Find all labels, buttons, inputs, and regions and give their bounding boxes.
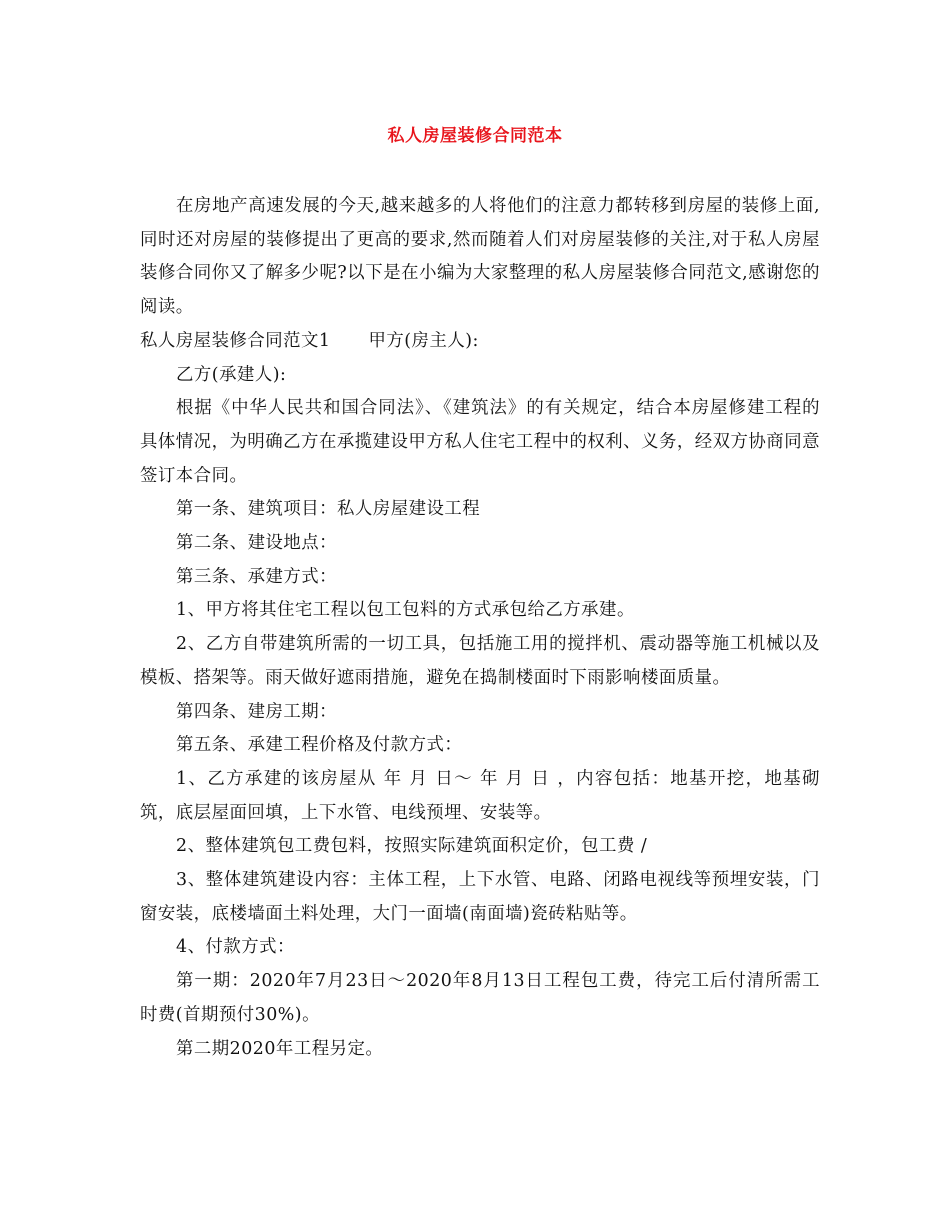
payment-phase-1: 第一期：2020年7月23日～2020年8月13日工程包工费，待完工后付清所需工时费(首期预付30%)。 [140,971,820,1025]
article-2: 第二条、建设地点： [176,533,338,554]
article-5-item-2: 2、整体建筑包工费包料，按照实际建筑面积定价，包工费 / [176,836,648,857]
sample-heading-line [140,325,820,359]
article-5-item-1: 1、乙方承建的该房屋从 年 月 日～ 年 月 日 ，内容包括：地基开挖，地基砌筑，底层屋面回填，上下水管、电线预埋、安装等。 [140,768,820,823]
preamble-paragraph: 根据《中华人民共和国合同法》、《建筑法》的有关规定，结合本房屋修建工程的具体情况，为明确乙方在承揽建设甲方私人住宅工程中的权利、义务，经双方协商同意签订本合同。 [140,398,820,486]
document-title: 私人房屋装修合同范本 [387,126,563,146]
intro-paragraph: 在房地产高速发展的今天,越来越多的人将他们的注意力都转移到房屋的装修上面,同时还对房屋的装修提出了更高的要求,然而随着人们对房屋装修的关注,对于私人房屋装修合同你又了解多少呢?以下是在小编为大家整理的私人房屋装修合同范文,感谢您的阅读。 [140,196,820,318]
article-5: 第五条、承建工程价格及付款方式： [176,735,463,756]
article-3: 第三条、承建方式： [176,566,338,587]
article-5-item-4: 4、付款方式： [176,937,295,958]
article-3-item-2: 2、乙方自带建筑所需的一切工具，包括施工用的搅拌机、震动器等施工机械以及模板、搭架等。雨天做好遮雨措施，避免在捣制楼面时下雨影响楼面质量。 [140,634,820,688]
sample-heading: 私人房屋装修合同范文1 [140,330,331,351]
article-1: 第一条、建筑项目：私人房屋建设工程 [176,499,481,520]
party-a-label: 甲方(房主人): [368,330,479,351]
payment-phase-2: 第二期2020年工程另定。 [176,1038,384,1059]
article-5-item-3: 3、整体建筑建设内容：主体工程，上下水管、电路、闭路电视线等预埋安装，门窗安装，底楼墙面土料处理，大门一面墙(南面墙)瓷砖粘贴等。 [140,870,820,924]
party-b-label: 乙方(承建人): [176,364,287,385]
article-4: 第四条、建房工期： [176,701,338,722]
article-3-item-1: 1、甲方将其住宅工程以包工包料的方式承包给乙方承建。 [176,600,635,621]
document-body [140,190,820,1066]
